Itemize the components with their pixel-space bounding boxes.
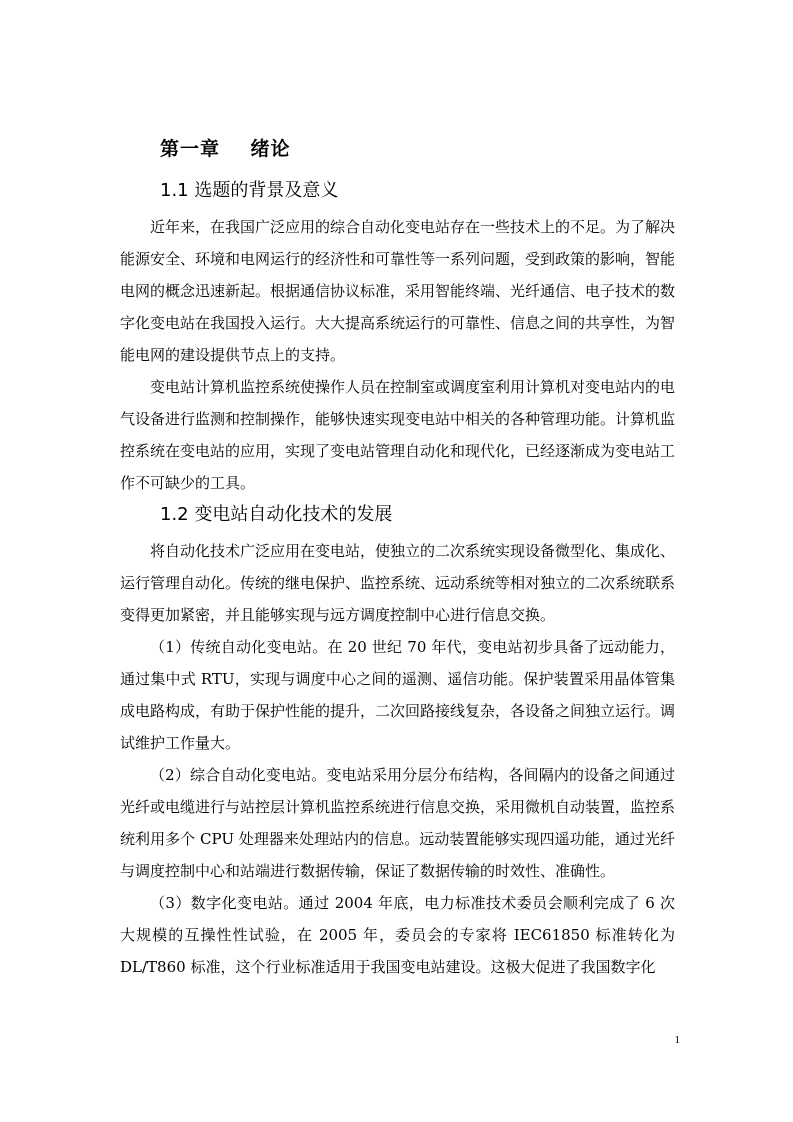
paragraph: （3）数字化变电站。通过 2004 年底，电力标准技术委员会顺利完成了 6 次大规模的互操性性试验，在 2005 年，委员会的专家将 IEC61850 标准转化为 DL/T860 标准，这个行业标准适用于我国变电站建设。这极大促进了我国数字化: [120, 894, 675, 976]
paragraph: 近年来，在我国广泛应用的综合自动化变电站存在一些技术上的不足。为了解决能源安全、环境和电网运行的经济性和可靠性等一系列问题，受到政策的影响，智能电网的概念迅速新起。根据通信协议标准，采用智能终端、光纤通信、电子技术的数字化变电站在我国投入运行。大大提高系统运行的可靠性、信息之间的共享性，为智能电网的建设提供节点上的支持。: [120, 218, 676, 364]
paragraph: （1）传统自动化变电站。在 20 世纪 70 年代，变电站初步具备了远动能力，通过集中式 RTU，实现与调度中心之间的遥测、遥信功能。保护装置采用晶体管集成电路构成，有助于保护性能的提升，二次回路接线复杂，各设备之间独立运行。调试维护工作量大。: [120, 638, 676, 752]
section-heading-1-1: 1.1 选题的背景及意义: [160, 180, 339, 201]
paragraph: （2）综合自动化变电站。变电站采用分层分布结构，各间隔内的设备之间通过光纤或电缆进行与站控层计算机监控系统进行信息交换，采用微机自动装置，监控系统利用多个 CPU 处理器来处理站内的信息。远动装置能够实现四遥功能，通过光纤与调度控制中心和站端进行数据传输，保证了数据传输的时效性、准确性。: [120, 766, 676, 880]
chapter-title: 第一章 绪论: [160, 138, 291, 160]
page-number: 1: [674, 1034, 680, 1046]
section-heading-1-2: 1.2 变电站自动化技术的发展: [160, 504, 393, 525]
section-1-2-body: [120, 535, 675, 983]
paragraph: 将自动化技术广泛应用在变电站，使独立的二次系统实现设备微型化、集成化、运行管理自动化。传统的继电保护、监控系统、远动系统等相对独立的二次系统联系变得更加紧密，并且能够实现与远方调度控制中心进行信息交换。: [120, 542, 676, 624]
section-1-1-body: [120, 211, 675, 499]
paragraph: 变电站计算机监控系统使操作人员在控制室或调度室利用计算机对变电站内的电气设备进行监测和控制操作，能够快速实现变电站中相关的各种管理功能。计算机监控系统在变电站的应用，实现了变电站管理自动化和现代化，已经逐渐成为变电站工作不可缺少的工具。: [120, 378, 676, 492]
